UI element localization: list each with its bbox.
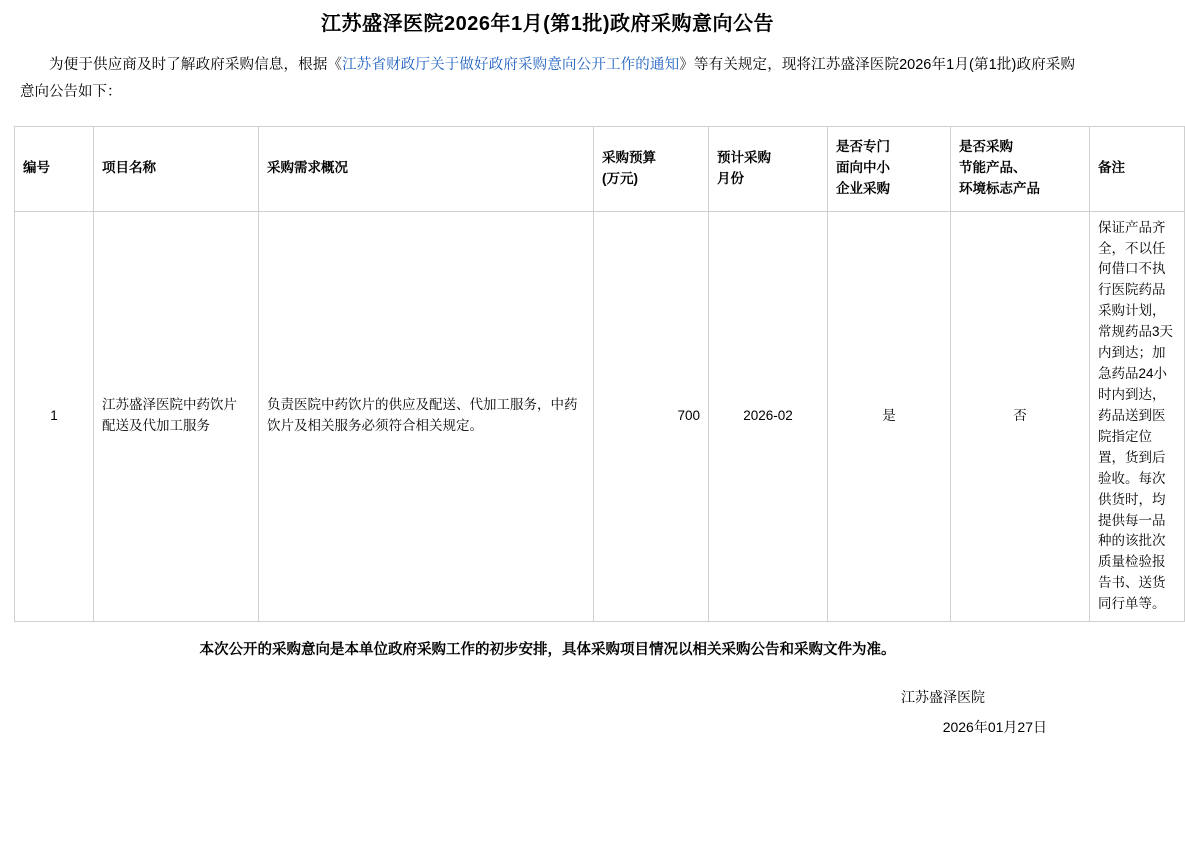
cell-budget: 700 (594, 211, 709, 622)
column-header-number: 编号 (15, 126, 94, 211)
intro-text-before-link: 为便于供应商及时了解政府采购信息，根据《 (49, 57, 343, 73)
column-header-sme-line3: 企业采购 (836, 181, 890, 197)
column-header-eco-line2: 节能产品、 (959, 160, 1027, 176)
cell-expected-month: 2026-02 (709, 211, 828, 622)
footnote-text: 本次公开的采购意向是本单位政府采购工作的初步安排，具体采购项目情况以相关采购公告和采购文件为准。 (199, 642, 896, 659)
column-header-sme-oriented (828, 126, 951, 211)
column-header-remark: 备注 (1090, 126, 1185, 211)
column-header-requirement-overview: 采购需求概况 (259, 126, 594, 211)
cell-sme-oriented: 是 (828, 211, 951, 622)
cell-eco-products: 否 (951, 211, 1090, 622)
column-header-sme-line1: 是否专门 (836, 139, 890, 155)
intro-paragraph (20, 52, 1075, 106)
column-header-eco-line1: 是否采购 (959, 139, 1013, 155)
policy-document-link[interactable]: 江苏省财政厅关于做好政府采购意向公开工作的通知 (342, 57, 680, 73)
page-title: 江苏盛泽医院2026年1月(第1批)政府采购意向公告 (320, 13, 775, 35)
table-body (15, 211, 1185, 622)
column-header-month-line2: 月份 (717, 170, 744, 186)
column-header-month-line1: 预计采购 (717, 149, 771, 165)
column-header-expected-month (709, 126, 828, 211)
column-header-budget-line2: (万元) (602, 170, 638, 186)
table-header-row (15, 126, 1185, 211)
cell-remark: 保证产品齐全，不以任何借口不执行医院药品采购计划，常规药品3天内到达；加急药品24小时内到达，药品送到医院指定位置，货到后验收。每次供货时，均提供每一品种的该批次质量检验报告书、送货同行单等。 (1090, 211, 1185, 622)
signature-organization: 江苏盛泽医院 (901, 689, 985, 706)
table-row (15, 211, 1185, 622)
document-page (0, 10, 1174, 737)
intro-text-after-link: 》等有关规定，现将江苏盛泽医院2026年1月(第1批)政府采购意向公告如下： (20, 57, 1076, 100)
procurement-intent-table (14, 126, 1185, 623)
table-header (15, 126, 1185, 211)
cell-number: 1 (15, 211, 94, 622)
column-header-budget (594, 126, 709, 211)
publish-date: 2026年01月27日 (942, 719, 1047, 736)
cell-project-name: 江苏盛泽医院中药饮片配送及代加工服务 (94, 211, 259, 622)
column-header-eco-products (951, 126, 1090, 211)
column-header-budget-line1: 采购预算 (602, 149, 656, 165)
column-header-eco-line3: 环境标志产品 (959, 181, 1040, 197)
column-header-project-name: 项目名称 (94, 126, 259, 211)
column-header-sme-line2: 面向中小 (836, 160, 890, 176)
cell-requirement-overview: 负责医院中药饮片的供应及配送、代加工服务，中药饮片及相关服务必须符合相关规定。 (259, 211, 594, 622)
